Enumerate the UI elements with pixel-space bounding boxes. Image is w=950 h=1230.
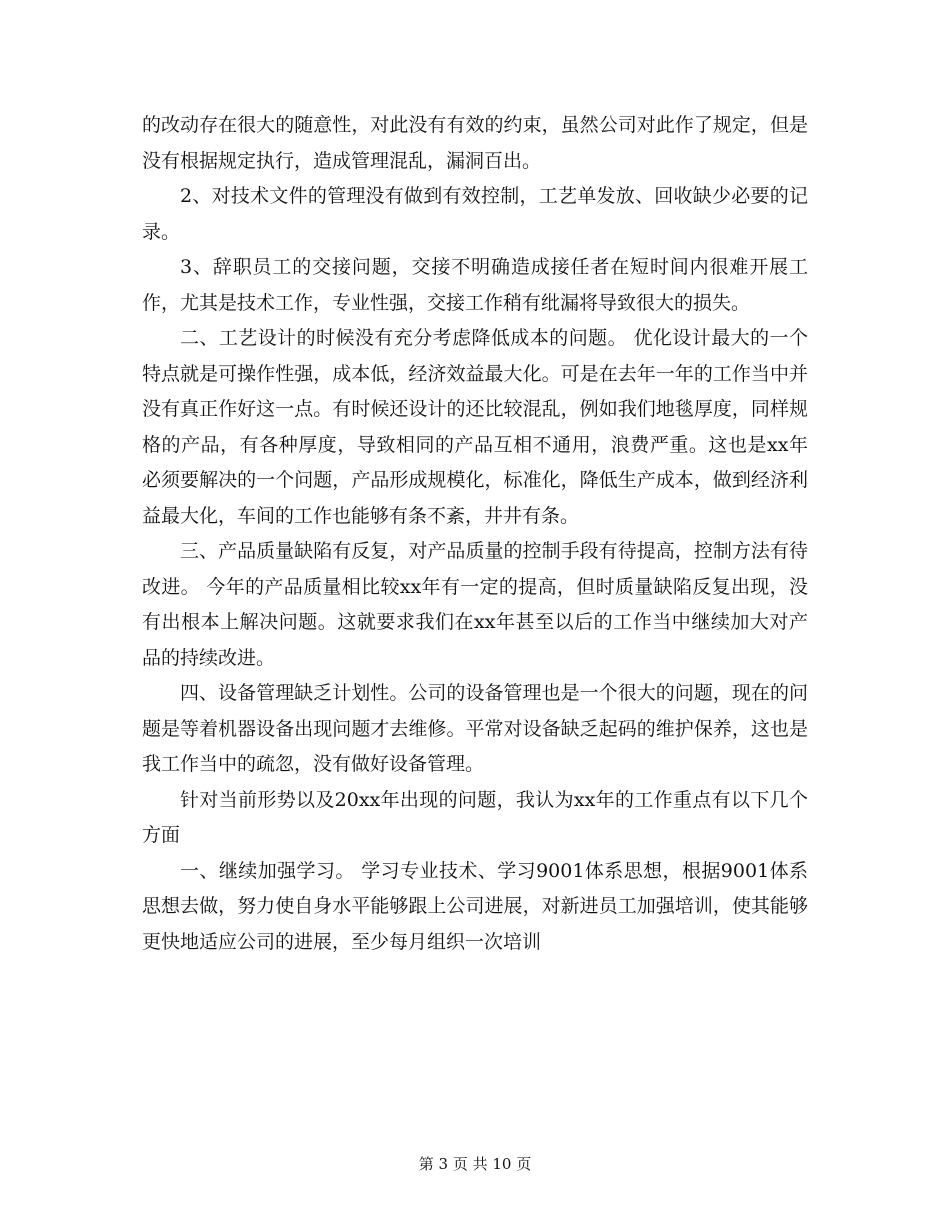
paragraph-section-2: 二、工艺设计的时候没有充分考虑降低成本的问题。 优化设计最大的一个特点就是可操作性强，成本低，经济效益最大化。可是在去年一年的工作当中并没有真正作好这一点。有时候还设计的还比较混乱，例如我们地毯厚度，同样规格的产品，有各种厚度，导致相同的产品互相不通用，浪费严重。这也是xx年必须要解决的一个问题，产品形成规模化，标准化，降低生产成本，做到经济利益最大化，车间的工作也能够有条不紊，井井有条。 (142, 327, 808, 527)
paragraph-item-3: 3、辞职员工的交接问题，交接不明确造成接任者在短时间内很难开展工作，尤其是技术工作，专业性强，交接工作稍有纰漏将导致很大的损失。 (142, 256, 808, 314)
paragraph-focus-1: 一、继续加强学习。 学习专业技术、学习9001体系思想，根据9001体系思想去做，努力使自身水平能够跟上公司进展，对新进员工加强培训，使其能够更快地适应公司的进展，至少每月组织一次培训 (142, 859, 808, 953)
page-number-footer: 第 3 页 共 10 页 (418, 1155, 532, 1173)
paragraph-item-2: 2、对技术文件的管理没有做到有效控制，工艺单发放、回收缺少必要的记录。 (142, 185, 808, 243)
paragraph-section-4: 四、设备管理缺乏计划性。公司的设备管理也是一个很大的问题，现在的问题是等着机器设备出现问题才去维修。平常对设备缺乏起码的维护保养，这也是我工作当中的疏忽，没有做好设备管理。 (142, 682, 808, 775)
paragraph-continuation: 的改动存在很大的随意性，对此没有有效的约束，虽然公司对此作了规定，但是没有根据规定执行，造成管理混乱，漏洞百出。 (142, 114, 808, 172)
document-body (142, 108, 808, 960)
paragraph-focus-intro: 针对当前形势以及20xx年出现的问题，我认为xx年的工作重点有以下几个方面 (142, 788, 808, 846)
paragraph-section-3: 三、产品质量缺陷有反复，对产品质量的控制手段有待提高，控制方法有待改进。 今年的产品质量相比较xx年有一定的提高，但时质量缺陷反复出现，没有出根本上解决问题。这就要求我们在xx年甚至以后的工作当中继续加大对产品的持续改进。 (142, 540, 808, 669)
